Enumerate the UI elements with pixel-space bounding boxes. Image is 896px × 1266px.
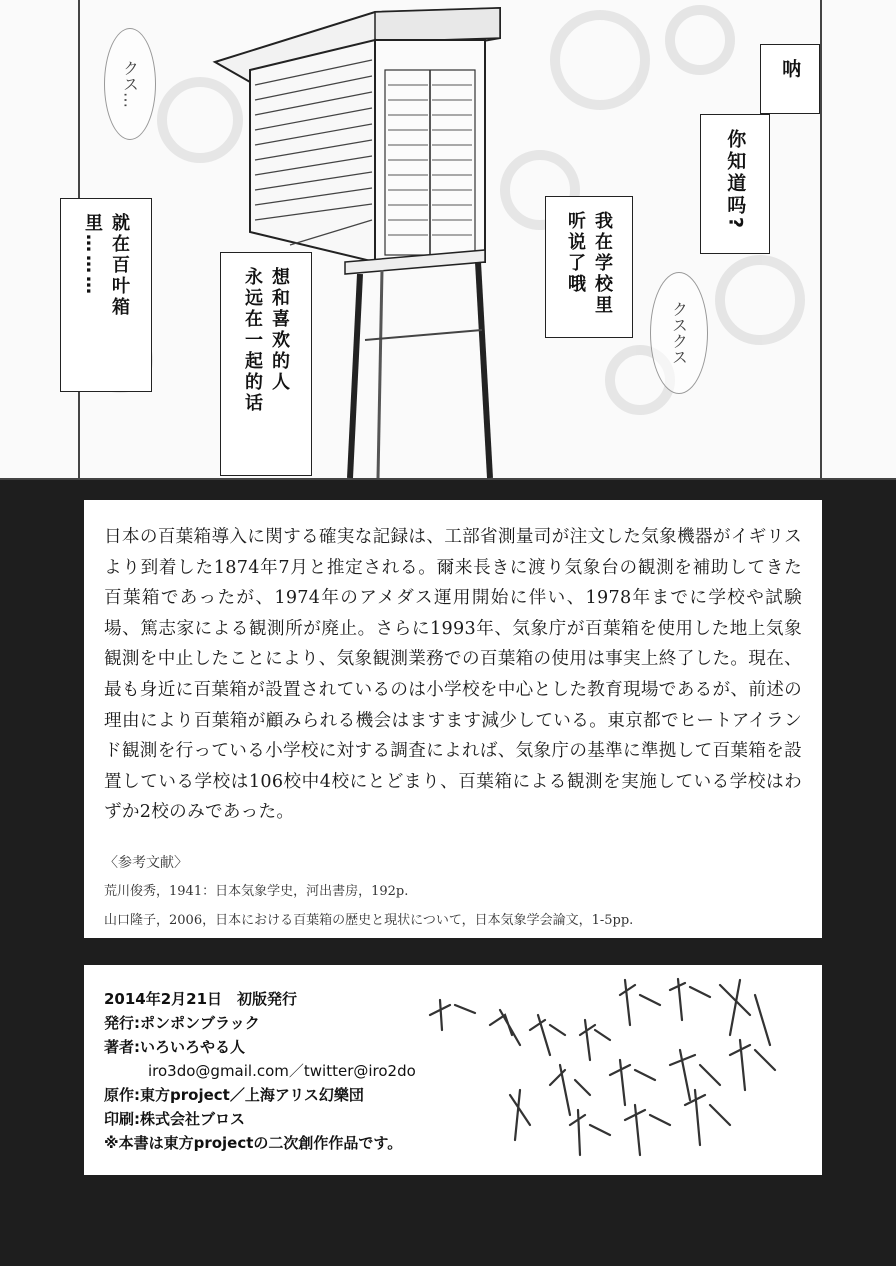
printer: 印刷:株式会社ブロス	[104, 1110, 245, 1128]
bubble-xiang-he-text: 想和喜欢的人 永远在一起的话	[242, 267, 290, 414]
bubble-wo-zai-xuexiao-text: 我在学校里 听说了哦	[565, 211, 613, 316]
references-heading: 〈参考文献〉	[104, 854, 188, 871]
bubble-wo-zai-xuexiao	[545, 196, 633, 338]
bubble-ni-zhidao	[700, 114, 770, 254]
manga-panel	[0, 0, 896, 480]
publication-date: 2014年2月21日 初版発行	[104, 990, 298, 1008]
bubble-na	[760, 44, 820, 114]
handwritten-signature	[420, 975, 810, 1175]
author-contact: iro3do@gmail.com／twitter@iro2do	[148, 1062, 416, 1080]
whisper-left-text: クス…	[120, 60, 140, 108]
reference-item: 山口隆子，2006，日本における百葉箱の歴史と現状について，日本気象学会論文，1-5pp.	[104, 913, 634, 929]
derivative-notice: ※本書は東方projectの二次創作作品です。	[104, 1134, 403, 1152]
article-body: 日本の百葉箱導入に関する確実な記録は、工部省測量司が注文した気象機器がイギリスより到着した1874年7月と推定される。爾来長きに渡り気象台の観測を補助してきた百葉箱であったが、1974年のアメダス運用開始に伴い、1978年までに学校や試験場、篤志家による観測所が廃止。さらに1993年、気象庁が百葉箱を使用した地上気象観測を中止したことにより、気象観測業務での百葉箱の使用は事実上終了した。現在、最も身近に百葉箱が設置されているのは小学校を中心とした教育現場であるが、前述の理由により百葉箱が顧みられる機会はますます減少している。東京都でヒートアイランド観測を行っている小学校に対する調査によれば、気象庁の基準に準拠して百葉箱を設置している学校は106校中4校にとどまり、百葉箱による観測を実施している学校はわずか2校のみであった。	[104, 527, 802, 823]
original-work: 原作:東方project／上海アリス幻樂団	[104, 1086, 364, 1104]
whisper-left	[104, 28, 156, 140]
bubble-jiu-zai-text: 就在百叶箱里………	[82, 213, 130, 318]
colophon-panel	[84, 965, 822, 1175]
bubble-jiu-zai	[60, 198, 152, 392]
author: 著者:いろいろやる人	[104, 1038, 245, 1056]
bubble-xiang-he	[220, 252, 312, 476]
article-panel	[84, 500, 822, 938]
bubble-ni-zhidao-text: 你知道吗?	[724, 129, 747, 232]
whisper-right-text: クスクス	[669, 301, 689, 365]
publisher: 発行:ポンポンブラック	[104, 1014, 260, 1032]
reference-item: 荒川俊秀，1941：日本気象学史，河出書房，192p.	[104, 883, 409, 899]
bubble-na-text: 呐	[779, 59, 802, 81]
whisper-right	[650, 272, 708, 394]
